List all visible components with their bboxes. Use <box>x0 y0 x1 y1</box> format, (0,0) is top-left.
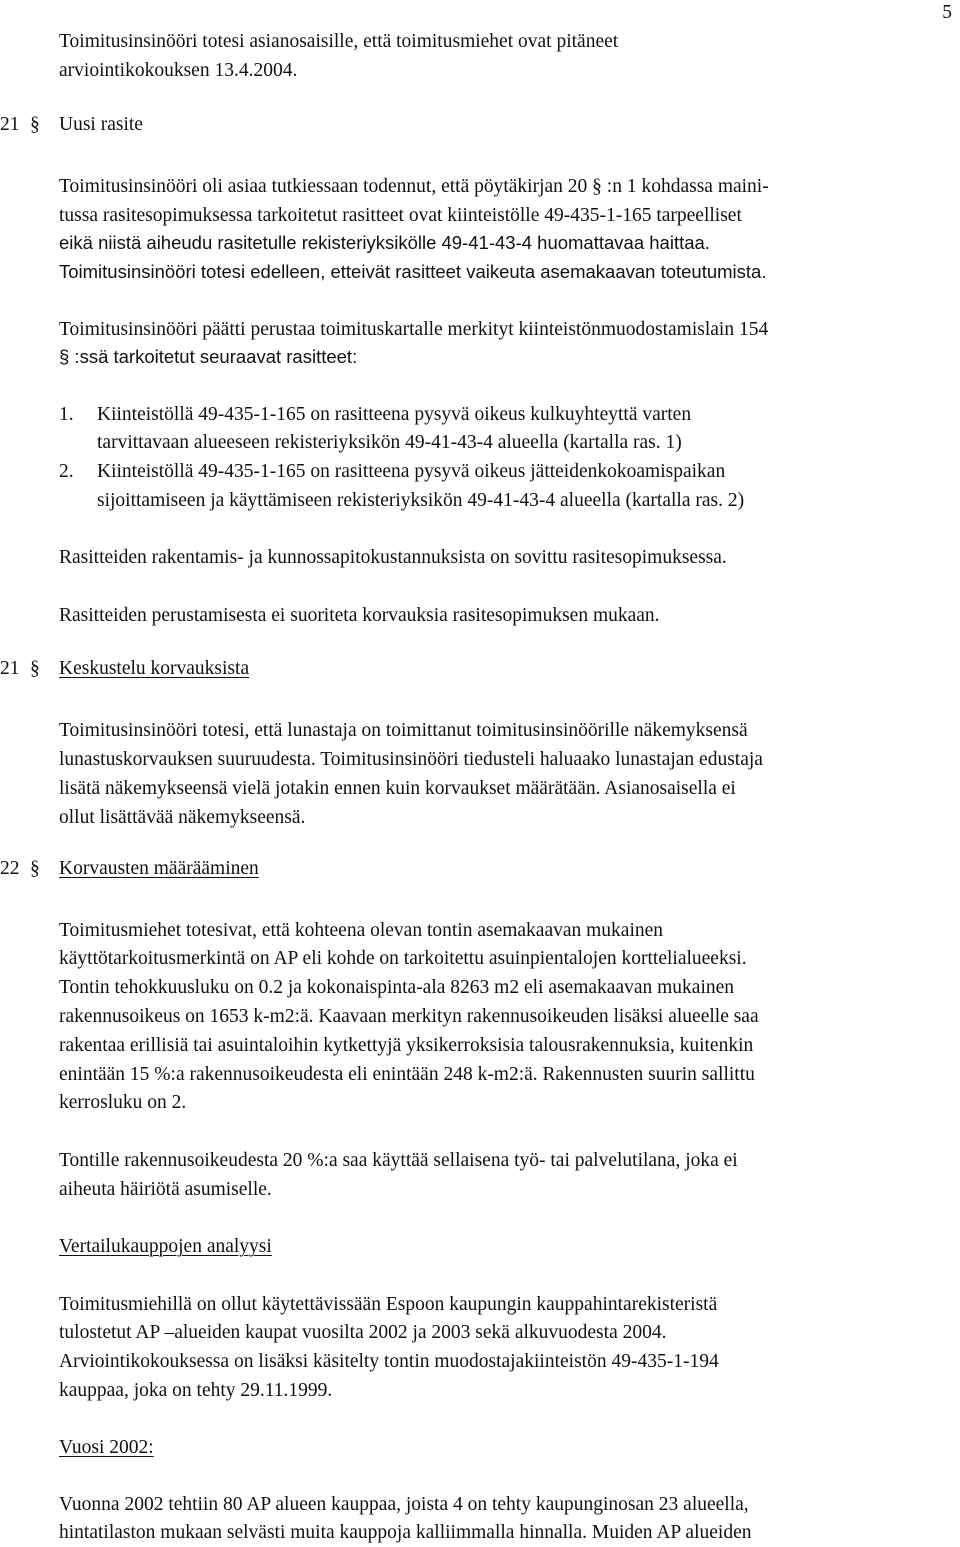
paragraph-line: rakentaa erillisiä tai asuintaloihin kytkettyjä yksikerroksisia talousrakennuksia, kuitenkin <box>59 1035 754 1056</box>
section-sign: § <box>30 858 40 879</box>
paragraph-line: Toimitusinsinööri päätti perustaa toimituskartalle merkityt kiinteistönmuodostamislain 154 <box>59 319 769 340</box>
section-sign: § <box>30 114 40 135</box>
list-text: Kiinteistöllä 49-435-1-165 on rasitteena pysyvä oikeus jätteidenkokoamispaikan <box>97 461 726 482</box>
section-number: 21 <box>0 658 20 679</box>
paragraph-line: kauppaa, joka on tehty 29.11.1999. <box>59 1380 333 1401</box>
paragraph-line: Tontin tehokkuusluku on 0.2 ja kokonaispinta-ala 8263 m2 eli asemakaavan mukainen <box>59 977 735 998</box>
paragraph-line: ollut lisättävää näkemykseensä. <box>59 807 306 828</box>
paragraph-line: kerrosluku on 2. <box>59 1092 187 1113</box>
paragraph-line: lisätä näkemykseensä vielä jotakin ennen kuin korvaukset määrätään. Asianosaisella ei <box>59 778 736 799</box>
paragraph-line: Toimitusinsinööri totesi, että lunastaja on toimittanut toimitusinsinöörille näkemyksensä <box>59 720 748 741</box>
paragraph-line: lunastuskorvauksen suuruudesta. Toimitusinsinööri tiedusteli haluaako lunastajan edustaja <box>59 749 763 770</box>
section-title: Keskustelu korvauksista <box>59 658 250 679</box>
subsection-title: Vuosi 2002: <box>59 1437 154 1458</box>
paragraph-line: eikä niistä aiheudu rasitetulle rekisteriyksikölle 49-41-43-4 huomattavaa haittaa. <box>59 232 710 253</box>
list-item <box>59 457 725 486</box>
section-title: Uusi rasite <box>59 114 143 135</box>
page-number: 5 <box>942 2 952 23</box>
list-item-continuation: sijoittamiseen ja käyttämiseen rekisteriyksikön 49-41-43-4 alueella (kartalla ras. 2) <box>97 490 745 511</box>
paragraph-line: Toimitusinsinööri totesi edelleen, etteivät rasitteet vaikeuta asemakaavan toteutumista. <box>59 261 767 282</box>
paragraph-line: enintään 15 %:a rakennusoikeudesta eli enintään 248 k-m2:ä. Rakennusten suurin sallittu <box>59 1064 755 1085</box>
paragraph-line: § :ssä tarkoitetut seuraavat rasitteet: <box>59 346 358 367</box>
paragraph-line: Arviointikokouksessa on lisäksi käsitelty tontin muodostajakiinteistön 49-435-1-194 <box>59 1351 719 1372</box>
paragraph-line: tussa rasitesopimuksessa tarkoitetut rasitteet ovat kiinteistölle 49-435-1-165 tarpeelliset <box>59 205 742 226</box>
paragraph-line: Rasitteiden perustamisesta ei suoriteta korvauksia rasitesopimuksen mukaan. <box>59 605 660 626</box>
list-number: 1. <box>59 404 74 425</box>
list-number: 2. <box>59 461 74 482</box>
intro-line: Toimitusinsinööri totesi asianosaisille, että toimitusmiehet ovat pitäneet <box>59 31 619 52</box>
paragraph-line: Tontille rakennusoikeudesta 20 %:a saa käyttää sellaisena työ- tai palvelutilana, joka ei <box>59 1150 738 1171</box>
section-number: 22 <box>0 858 20 879</box>
paragraph-line: Vuonna 2002 tehtiin 80 AP alueen kauppaa, joista 4 on tehty kaupunginosan 23 alueella, <box>59 1494 749 1515</box>
paragraph-line: rakennusoikeus on 1653 k-m2:ä. Kaavaan merkityn rakennusoikeuden lisäksi alueelle saa <box>59 1006 759 1027</box>
paragraph-line: Toimitusmiehet totesivat, että kohteena olevan tontin asemakaavan mukainen <box>59 920 664 941</box>
section-number: 21 <box>0 114 20 135</box>
intro-line: arviointikokouksen 13.4.2004. <box>59 60 298 81</box>
paragraph-line: Rasitteiden rakentamis- ja kunnossapitokustannuksista on sovittu rasitesopimuksessa. <box>59 547 727 568</box>
paragraph-line: aiheuta häiriötä asumiselle. <box>59 1179 272 1200</box>
paragraph-line: Toimitusinsinööri oli asiaa tutkiessaan todennut, että pöytäkirjan 20 § :n 1 kohdassa maini- <box>59 176 769 197</box>
section-title: Korvausten määrääminen <box>59 858 259 879</box>
list-item <box>59 400 691 429</box>
paragraph-line: käyttötarkoitusmerkintä on AP eli kohde on tarkoitettu asuinpientalojen korttelialueeksi. <box>59 948 747 969</box>
section-sign: § <box>30 658 40 679</box>
paragraph-line: hintatilaston mukaan selvästi muita kauppoja kalliimmalla hinnalla. Muiden AP alueiden <box>59 1522 752 1543</box>
paragraph-line: tulostetut AP –alueiden kaupat vuosilta 2002 ja 2003 sekä alkuvuodesta 2004. <box>59 1322 667 1343</box>
list-text: Kiinteistöllä 49-435-1-165 on rasitteena pysyvä oikeus kulkuyhteyttä varten <box>97 404 692 425</box>
paragraph-line: Toimitusmiehillä on ollut käytettävissään Espoon kaupungin kauppahintarekisteristä <box>59 1294 718 1315</box>
list-item-continuation: tarvittavaan alueeseen rekisteriyksikön 49-41-43-4 alueella (kartalla ras. 1) <box>97 432 682 453</box>
subsection-title: Vertailukauppojen analyysi <box>59 1236 272 1257</box>
